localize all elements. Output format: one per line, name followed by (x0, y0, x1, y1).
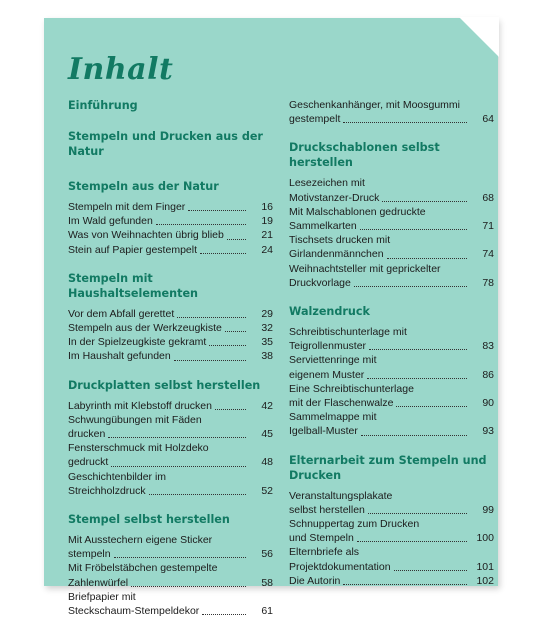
page-number: 74 (482, 248, 494, 261)
dot-leader (368, 513, 467, 514)
dot-leader (188, 210, 246, 211)
dot-leader (200, 253, 246, 254)
entry-title-line: Streichholzdruck (68, 484, 146, 497)
toc-entry (289, 410, 494, 438)
page-number: 42 (261, 399, 273, 412)
dot-leader (343, 122, 467, 123)
entry-title-line: Die Autorin (289, 574, 341, 587)
page-number: 24 (261, 243, 273, 256)
page-number: 93 (482, 425, 494, 438)
entry-title-line: Schnuppertag zum Drucken (289, 518, 420, 531)
dot-leader (156, 224, 246, 225)
entry-title-line: Fensterschmuck mit Holzdeko (68, 442, 209, 455)
entry-title-line: Motivstanzer-Druck (289, 191, 380, 204)
entry-title-line: Stempeln mit dem Finger (68, 201, 186, 213)
dot-leader (343, 584, 467, 585)
page-number: 78 (482, 276, 494, 289)
entry-title-line: Druckvorlage (289, 276, 351, 289)
entry-title-line: Geschichtenbilder im (68, 470, 167, 483)
page-number: 90 (482, 397, 494, 410)
entry-title-line: Im Wald gefunden (68, 215, 153, 228)
entry-title-line: Labyrinth mit Klebstoff drucken (68, 399, 212, 412)
page-number: 64 (482, 113, 494, 126)
toc-entry (289, 98, 494, 126)
entry-title-line: Was von Weihnachten übrig blieb (68, 229, 224, 242)
toc-entry (68, 335, 273, 349)
dot-leader (215, 409, 246, 410)
toc-entry (68, 228, 273, 242)
section-heading: Druckplatten selbst herstellen (68, 378, 261, 392)
dot-leader (354, 286, 467, 287)
page-number: 56 (261, 548, 273, 561)
toc-entry (289, 205, 494, 233)
page-number: 61 (261, 605, 273, 618)
entry-title-line: Lesezeichen mit (289, 177, 365, 190)
page-number: 38 (261, 350, 273, 363)
dot-leader (227, 239, 246, 240)
toc-entry (68, 533, 273, 561)
toc-entry (68, 399, 273, 413)
page-number: 99 (482, 503, 494, 516)
toc-entry (289, 353, 494, 381)
toc-entry (68, 413, 273, 441)
dot-leader (396, 406, 467, 407)
dot-leader (111, 466, 246, 467)
entry-title-line: eigenem Muster (289, 368, 365, 381)
entry-title-line: Veranstaltungsplakate (289, 489, 393, 502)
toc-entry (289, 517, 494, 545)
page-number: 16 (261, 201, 273, 213)
entry-title-line: Mit Ausstechern eigene Sticker (68, 534, 213, 547)
entry-title-line: Schreibtischunterlage mit (289, 326, 407, 339)
entry-title-line: selbst herstellen (289, 503, 365, 516)
entry-title-line: Mit Malschablonen gedruckte (289, 205, 426, 218)
dot-leader (394, 570, 467, 571)
page-number: 102 (476, 574, 494, 587)
section-heading: Elternarbeit zum Stempeln und Drucken (289, 453, 487, 482)
toc-entry (289, 545, 494, 573)
page-number: 45 (261, 428, 273, 441)
entry-title-line: Weihnachtsteller mit geprickelter (289, 262, 441, 275)
dot-leader (149, 494, 246, 495)
toc-entry (68, 243, 273, 257)
section-heading: Walzendruck (289, 305, 370, 319)
entry-title-line: Zahlenwürfel (68, 576, 129, 589)
page-title: Inhalt (68, 52, 174, 87)
dot-leader (369, 349, 467, 350)
page-number: 68 (482, 191, 494, 204)
toc-entry (68, 470, 273, 498)
toc-left-column (68, 98, 273, 618)
toc-entry (289, 325, 494, 353)
toc-entry (289, 382, 494, 410)
section-heading: Stempel selbst herstellen (68, 513, 230, 527)
entry-title-line: Eine Schreibtischunterlage (289, 382, 414, 395)
page-number: 52 (261, 484, 273, 497)
toc-entry (68, 590, 273, 618)
entry-title-line: und Stempeln (289, 532, 354, 545)
page-number: 86 (482, 368, 494, 381)
dot-leader (360, 229, 467, 230)
dot-leader (209, 345, 246, 346)
entry-title-line: Schwungübungen mit Fäden (68, 413, 202, 426)
toc-entry (68, 441, 273, 469)
dot-leader (361, 435, 467, 436)
entry-title-line: Tischsets drucken mit (289, 234, 391, 247)
entry-title-line: Stein auf Papier gestempelt (68, 243, 197, 256)
entry-title-line: mit der Flaschenwalze (289, 397, 394, 410)
page-number: 101 (476, 560, 494, 573)
dot-leader (174, 360, 246, 361)
dot-leader (177, 317, 246, 318)
toc-right-column (289, 98, 494, 588)
entry-title-line: Igelball-Muster (289, 425, 358, 438)
toc-entry (289, 574, 494, 588)
toc-entry (68, 561, 273, 589)
entry-title-line: Vor dem Abfall gerettet (68, 307, 175, 320)
page-number: 83 (482, 340, 494, 353)
entry-title-line: Im Haushalt gefunden (68, 350, 171, 363)
page-number: 35 (261, 336, 273, 349)
entry-title-line: Teigrollenmuster (289, 340, 367, 353)
page-number: 21 (261, 229, 273, 242)
dot-leader (387, 258, 467, 259)
entry-title-line: Geschenkanhänger, mit Moosgummi (289, 99, 460, 111)
entry-title-line: Steckschaum-Stempeldekor (68, 605, 200, 618)
page-number: 100 (476, 532, 494, 545)
page-number: 71 (482, 220, 494, 233)
toc-entry (289, 262, 494, 290)
dot-leader (382, 201, 467, 202)
entry-title-line: Stempeln aus der Werkzeugkiste (68, 322, 222, 335)
entry-title-line: In der Spielzeugkiste gekramt (68, 336, 207, 349)
section-heading: Stempeln und Drucken aus der Natur (68, 130, 263, 158)
dot-leader (114, 557, 246, 558)
entry-title-line: drucken (68, 428, 106, 441)
dot-leader (108, 437, 246, 438)
dot-leader (202, 614, 246, 615)
entry-title-line: Elternbriefe als (289, 546, 360, 559)
toc-entry (68, 307, 273, 321)
entry-title-line: Sammelkarten (289, 220, 357, 233)
section-heading: Stempeln aus der Natur (68, 180, 219, 193)
entry-title-line: Sammelmappe mit (289, 411, 377, 424)
section-heading: Einführung (68, 99, 138, 112)
section-heading: Druckschablonen selbst herstellen (289, 141, 440, 170)
page-number: 19 (261, 215, 273, 228)
toc-entry (289, 489, 494, 517)
toc-entry (68, 200, 273, 214)
entry-title-line: Mit Fröbelstäbchen gestempelte (68, 562, 218, 575)
entry-title-line: Briefpapier mit (68, 590, 136, 603)
toc-entry (289, 233, 494, 261)
page-number: 32 (261, 322, 273, 335)
toc-entry (68, 214, 273, 228)
toc-entry (289, 176, 494, 204)
toc-entry (68, 321, 273, 335)
entry-title-line: gedruckt (68, 456, 109, 469)
entry-title-line: gestempelt (289, 113, 341, 126)
page-number: 48 (261, 456, 273, 469)
dot-leader (131, 586, 246, 587)
entry-title-line: stempeln (68, 548, 111, 561)
entry-title-line: Girlandenmännchen (289, 248, 384, 261)
page-number: 29 (261, 307, 273, 320)
dot-leader (357, 541, 467, 542)
dot-leader (225, 331, 246, 332)
page-number: 58 (261, 576, 273, 589)
toc-entry (68, 349, 273, 363)
entry-title-line: Serviettenringe mit (289, 354, 377, 367)
entry-title-line: Projektdokumentation (289, 560, 391, 573)
dot-leader (367, 378, 467, 379)
section-heading: Stempeln mit Haushaltselementen (68, 271, 199, 300)
